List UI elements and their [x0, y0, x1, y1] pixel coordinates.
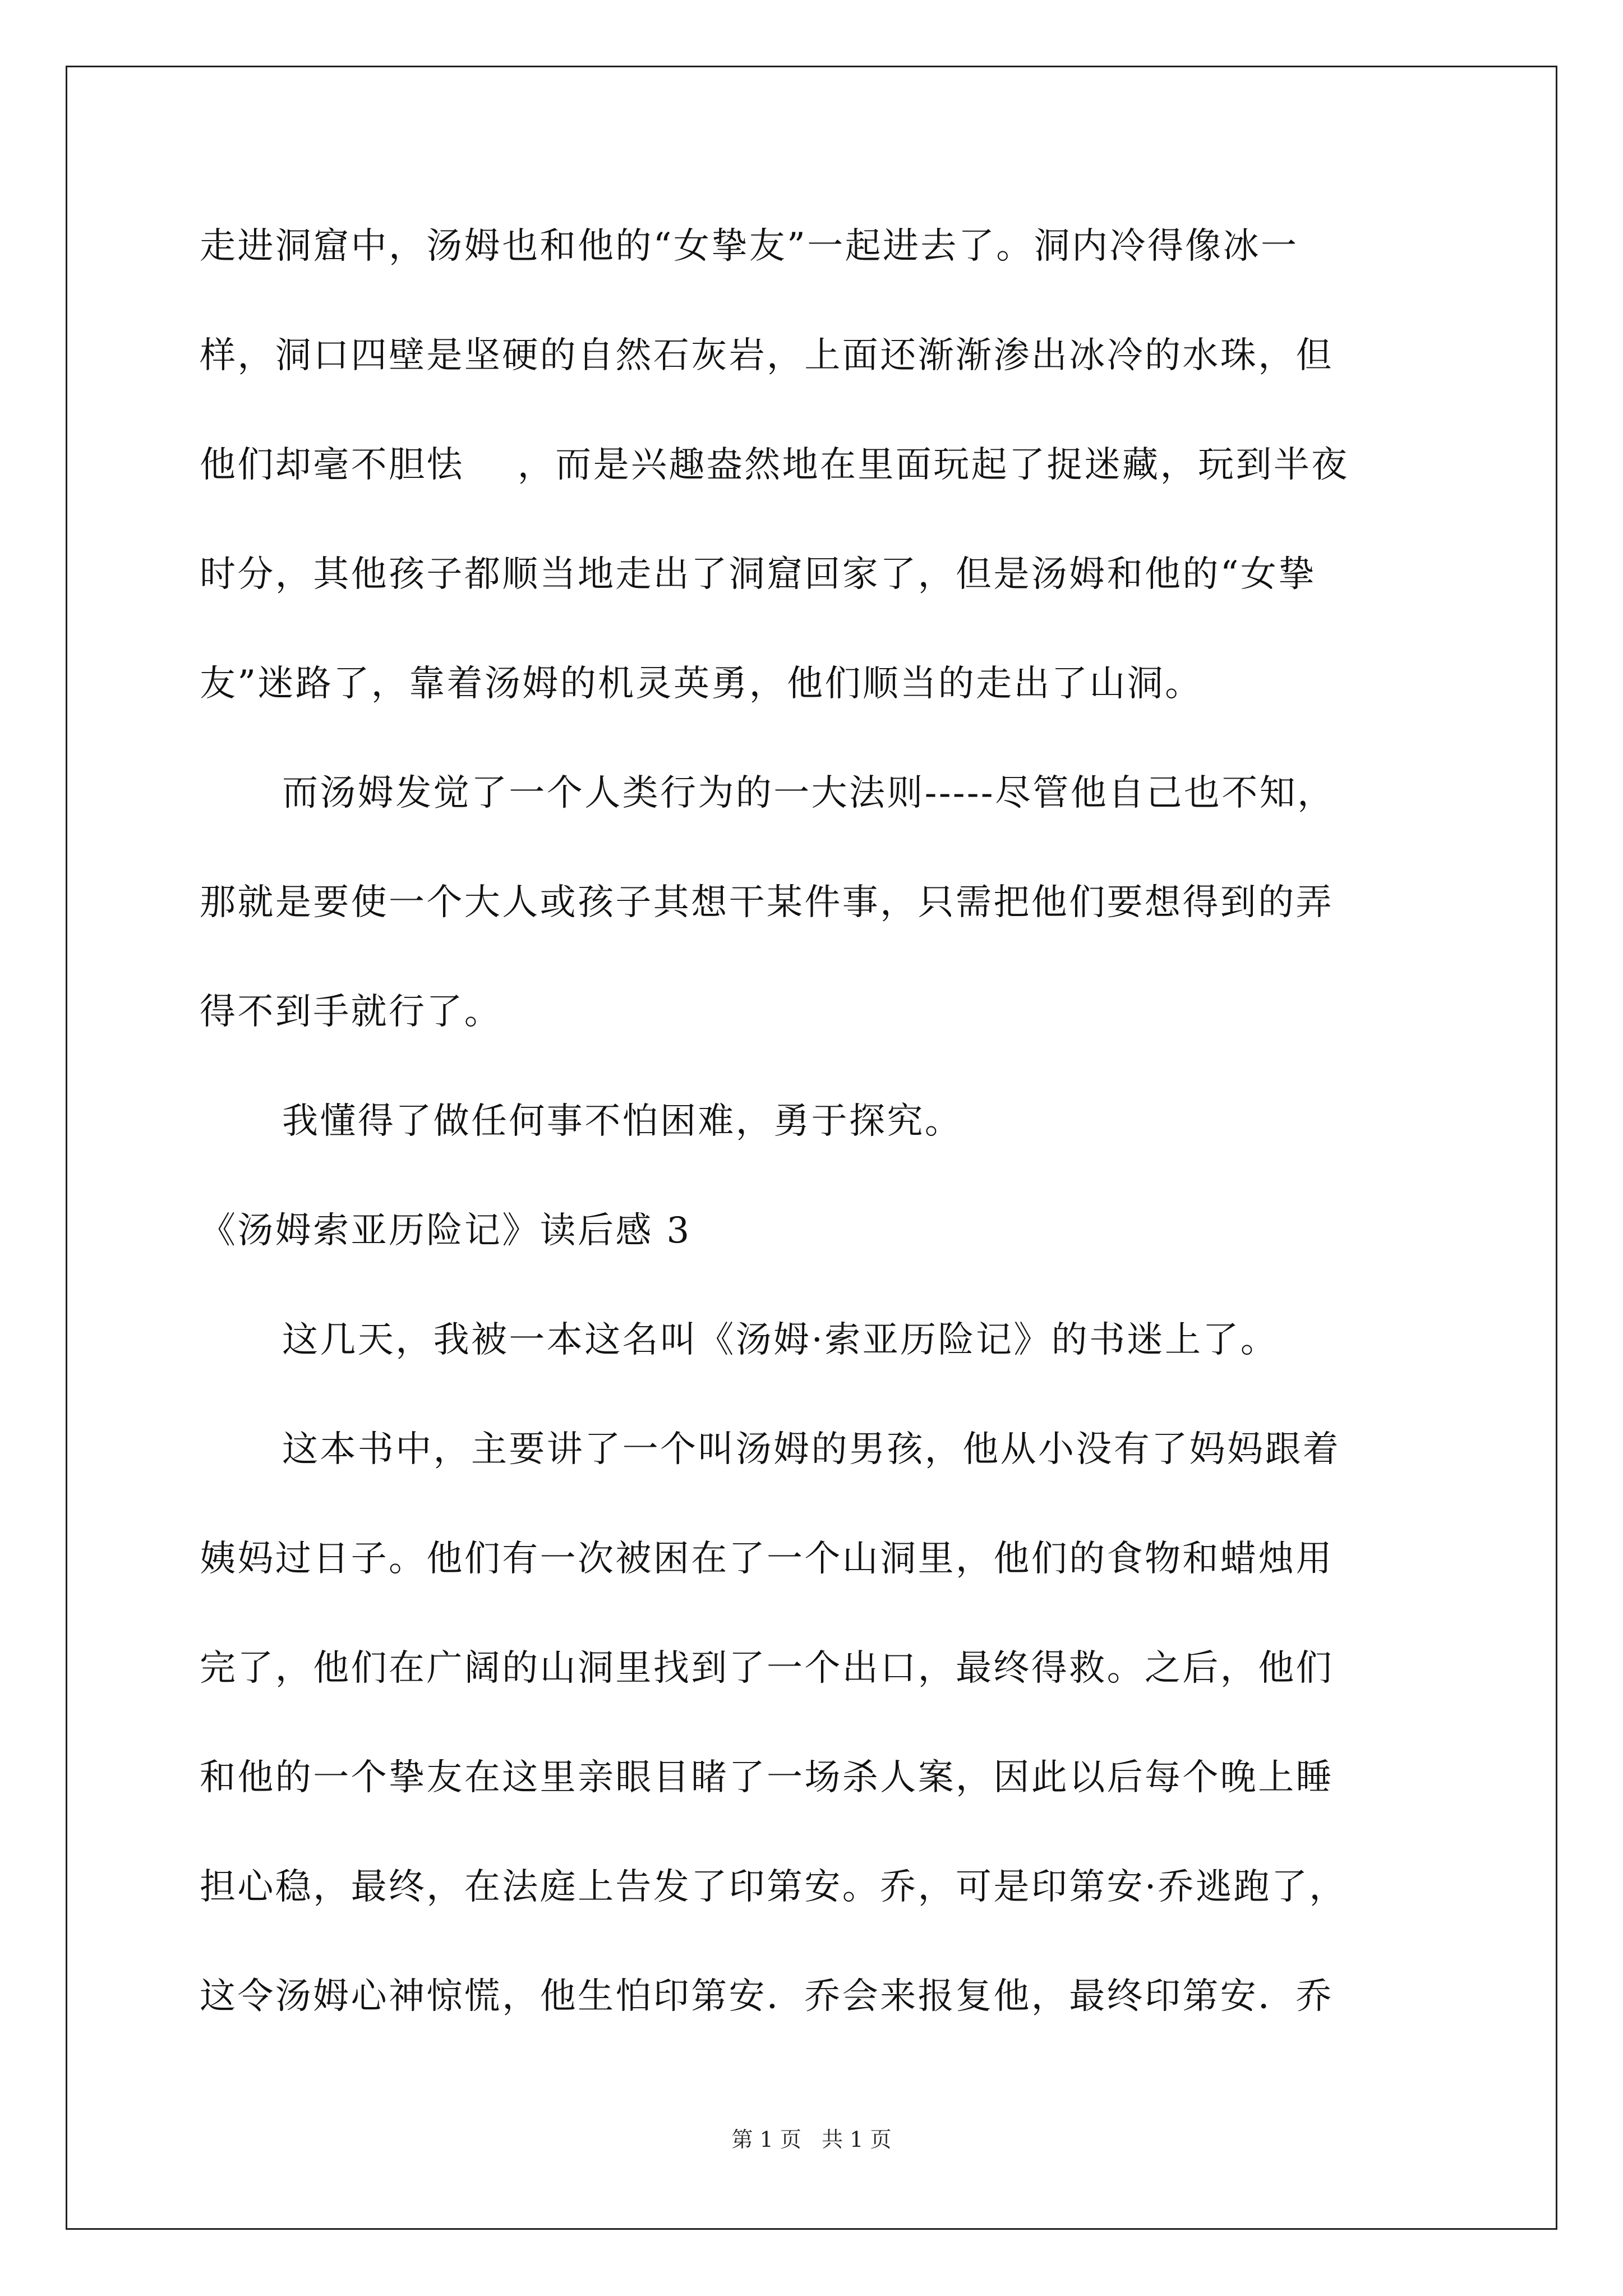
text-line-6: 而汤姆发觉了一个人类行为的一大法则-----尽管他自己也不知， [282, 772, 1335, 814]
text-line-11: 这几天，我被一本这名叫《汤姆·索亚历险记》的书迷上了。 [282, 1319, 1279, 1361]
text-line-9: 我懂得了做任何事不怕困难，勇于探究。 [282, 1101, 963, 1142]
text-line-7: 那就是要使一个大人或孩子其想干某件事，只需把他们要想得到的弄 [200, 882, 1334, 923]
text-line-2: 样，洞口四壁是坚硬的自然石灰岩，上面还渐渐渗出冰冷的水珠，但 [200, 335, 1334, 376]
text-line-8: 得不到手就行了。 [200, 991, 502, 1033]
text-line-5: 友”迷路了，靠着汤姆的机灵英勇，他们顺当的走出了山洞。 [200, 663, 1203, 705]
text-line-13: 姨妈过日子。他们有一次被困在了一个山洞里，他们的食物和蜡烛用 [200, 1538, 1334, 1580]
text-line-15: 和他的一个挚友在这里亲眼目睹了一场杀人案，因此以后每个晚上睡 [200, 1757, 1334, 1798]
section-heading: 《汤姆索亚历险记》读后感 3 [200, 1210, 691, 1251]
text-line-17: 这令汤姆心神惊慌，他生怕印第安．乔会来报复他，最终印第安．乔 [200, 1976, 1334, 2017]
text-line-12: 这本书中，主要讲了一个叫汤姆的男孩，他从小没有了妈妈跟着 [282, 1429, 1341, 1470]
text-line-16: 担心稳，最终，在法庭上告发了印第安。乔，可是印第安·乔逃跑了， [200, 1866, 1347, 1908]
text-line-4: 时分，其他孩子都顺当地走出了洞窟回家了，但是汤姆和他的“女挚 [200, 554, 1316, 595]
page-footer: 第 1 页 共 1 页 [731, 2127, 892, 2152]
text-line-3: 他们却毫不胆怯 ，而是兴趣盎然地在里面玩起了捉迷藏，玩到半夜 [200, 444, 1349, 486]
text-line-1: 走进洞窟中，汤姆也和他的“女挚友”一起进去了。洞内冷得像冰一 [200, 226, 1299, 267]
text-line-14: 完了，他们在广阔的山洞里找到了一个出口，最终得救。之后，他们 [200, 1648, 1334, 1689]
